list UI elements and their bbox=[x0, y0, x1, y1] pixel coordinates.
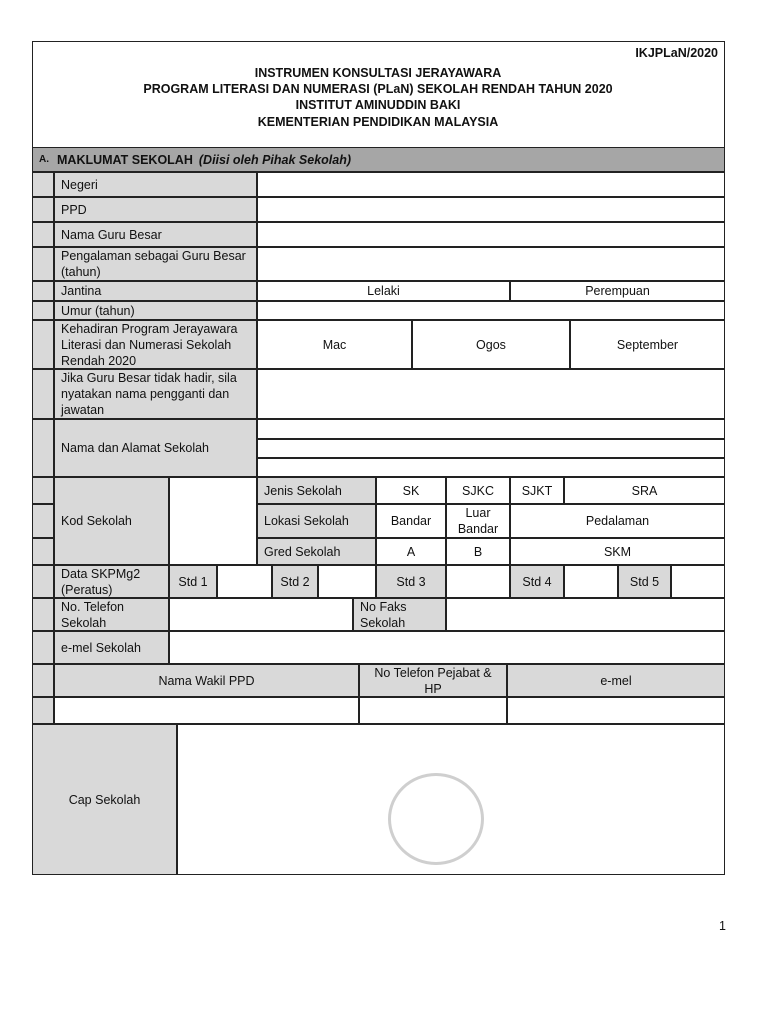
row-num-wakil bbox=[32, 664, 54, 697]
std-4-field[interactable] bbox=[564, 565, 618, 598]
option-sk[interactable]: SK bbox=[376, 477, 446, 504]
section-note: (Diisi oleh Pihak Sekolah) bbox=[198, 152, 351, 167]
kod-sekolah-field[interactable] bbox=[169, 477, 257, 565]
no-telefon-pejabat-field[interactable] bbox=[359, 697, 507, 724]
umur-field[interactable] bbox=[257, 301, 725, 320]
label-gred-sekolah: Gred Sekolah bbox=[257, 538, 376, 565]
row-num-wakil-data bbox=[32, 697, 54, 724]
section-header bbox=[32, 147, 725, 172]
stamp-circle-icon bbox=[388, 773, 484, 865]
pengalaman-field[interactable] bbox=[257, 247, 725, 281]
option-sra[interactable]: SRA bbox=[564, 477, 725, 504]
label-nama-alamat: Nama dan Alamat Sekolah bbox=[54, 419, 257, 477]
label-std-2: Std 2 bbox=[272, 565, 318, 598]
option-sjkc[interactable]: SJKC bbox=[446, 477, 510, 504]
label-nama-guru-besar: Nama Guru Besar bbox=[54, 222, 257, 247]
row-num-negeri bbox=[32, 172, 54, 197]
row-num-ppd bbox=[32, 197, 54, 222]
row-num-skpmg2 bbox=[32, 565, 54, 598]
row-num-gred bbox=[32, 538, 54, 565]
std-3-field[interactable] bbox=[446, 565, 510, 598]
row-num-telefon bbox=[32, 598, 54, 631]
header-title-3: INSTITUT AMINUDDIN BAKI bbox=[295, 98, 461, 112]
emel-wakil-field[interactable] bbox=[507, 697, 725, 724]
std-5-field[interactable] bbox=[671, 565, 725, 598]
label-kod-sekolah: Kod Sekolah bbox=[54, 477, 169, 565]
nama-wakil-ppd-field[interactable] bbox=[54, 697, 359, 724]
row-num-guru bbox=[32, 222, 54, 247]
option-ogos[interactable]: Ogos bbox=[412, 320, 570, 369]
label-emel-sekolah: e-mel Sekolah bbox=[54, 631, 169, 664]
option-september[interactable]: September bbox=[570, 320, 725, 369]
label-pengganti: Jika Guru Besar tidak hadir, sila nyatakan nama pengganti dan jawatan bbox=[54, 369, 257, 419]
row-num-pengganti bbox=[32, 369, 54, 419]
no-faks-field[interactable] bbox=[446, 598, 725, 631]
std-2-field[interactable] bbox=[318, 565, 376, 598]
option-pedalaman[interactable]: Pedalaman bbox=[510, 504, 725, 538]
section-letter: A. bbox=[39, 153, 49, 165]
label-emel-wakil: e-mel bbox=[507, 664, 725, 697]
std-1-field[interactable] bbox=[217, 565, 272, 598]
row-num-umur bbox=[32, 301, 54, 320]
label-umur: Umur (tahun) bbox=[54, 301, 257, 320]
row-num-jenis bbox=[32, 477, 54, 504]
label-nama-wakil-ppd: Nama Wakil PPD bbox=[54, 664, 359, 697]
label-std-1: Std 1 bbox=[169, 565, 217, 598]
emel-sekolah-field[interactable] bbox=[169, 631, 725, 664]
label-std-4: Std 4 bbox=[510, 565, 564, 598]
option-gred-b[interactable]: B bbox=[446, 538, 510, 565]
pengganti-field[interactable] bbox=[257, 369, 725, 419]
label-data-skpmg2: Data SKPMg2 (Peratus) bbox=[54, 565, 169, 598]
alamat-line-3[interactable] bbox=[257, 458, 725, 477]
label-cap-sekolah: Cap Sekolah bbox=[32, 724, 177, 875]
option-gred-a[interactable]: A bbox=[376, 538, 446, 565]
row-num-lokasi bbox=[32, 504, 54, 538]
row-num-alamat bbox=[32, 419, 54, 477]
form-code: IKJPLaN/2020 bbox=[635, 46, 718, 60]
alamat-line-2[interactable] bbox=[257, 439, 725, 458]
option-mac[interactable]: Mac bbox=[257, 320, 412, 369]
label-ppd: PPD bbox=[54, 197, 257, 222]
header-title-1: INSTRUMEN KONSULTASI JERAYAWARA bbox=[254, 66, 502, 80]
label-no-telefon-pejabat: No Telefon Pejabat & HP bbox=[359, 664, 507, 697]
no-telefon-field[interactable] bbox=[169, 598, 353, 631]
section-title: MAKLUMAT SEKOLAH bbox=[57, 152, 193, 167]
label-std-5: Std 5 bbox=[618, 565, 671, 598]
label-pengalaman: Pengalaman sebagai Guru Besar (tahun) bbox=[54, 247, 257, 281]
label-lokasi-sekolah: Lokasi Sekolah bbox=[257, 504, 376, 538]
option-luar-bandar[interactable]: Luar Bandar bbox=[446, 504, 510, 538]
ppd-field[interactable] bbox=[257, 197, 725, 222]
option-sjkt[interactable]: SJKT bbox=[510, 477, 564, 504]
label-no-telefon: No. Telefon Sekolah bbox=[54, 598, 169, 631]
row-num-emel bbox=[32, 631, 54, 664]
label-jenis-sekolah: Jenis Sekolah bbox=[257, 477, 376, 504]
label-std-3: Std 3 bbox=[376, 565, 446, 598]
option-skm[interactable]: SKM bbox=[510, 538, 725, 565]
header-title-2: PROGRAM LITERASI DAN NUMERASI (PLaN) SEKOLAH RENDAH TAHUN 2020 bbox=[143, 82, 613, 96]
label-no-faks: No Faks Sekolah bbox=[353, 598, 446, 631]
option-bandar[interactable]: Bandar bbox=[376, 504, 446, 538]
row-num-jantina bbox=[32, 281, 54, 301]
row-num-kehadiran bbox=[32, 320, 54, 369]
label-negeri: Negeri bbox=[54, 172, 257, 197]
label-kehadiran: Kehadiran Program Jerayawara Literasi dan Numerasi Sekolah Rendah 2020 bbox=[54, 320, 257, 369]
page-number: 1 bbox=[719, 919, 726, 933]
row-num-pengalaman bbox=[32, 247, 54, 281]
option-lelaki[interactable]: Lelaki bbox=[257, 281, 510, 301]
option-perempuan[interactable]: Perempuan bbox=[510, 281, 725, 301]
alamat-line-1[interactable] bbox=[257, 419, 725, 439]
negeri-field[interactable] bbox=[257, 172, 725, 197]
nama-guru-besar-field[interactable] bbox=[257, 222, 725, 247]
header-title-4: KEMENTERIAN PENDIDIKAN MALAYSIA bbox=[257, 115, 499, 129]
label-jantina: Jantina bbox=[54, 281, 257, 301]
